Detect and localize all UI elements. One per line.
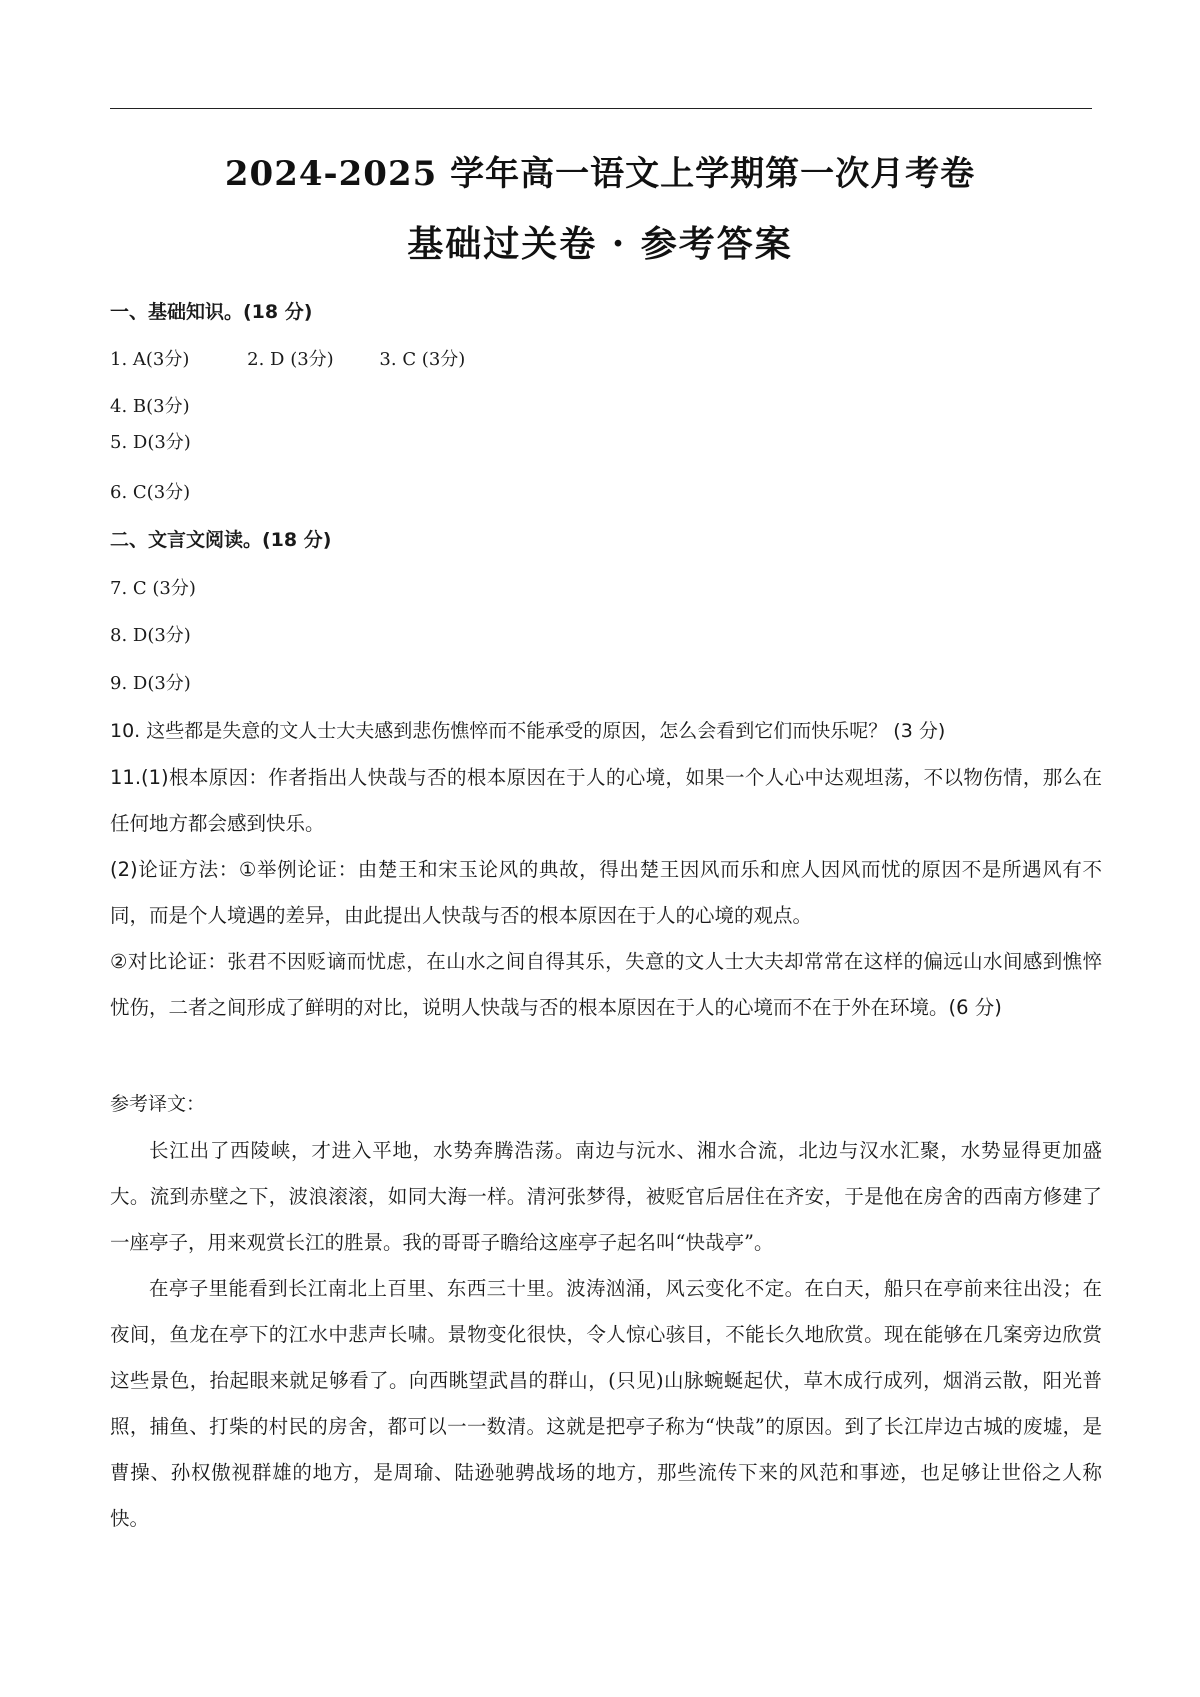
translation-label: 参考译文：	[110, 1093, 206, 1115]
answers-row-1-3	[110, 345, 465, 371]
answer-3: 3. C (3分)	[379, 349, 466, 370]
exam-title: 2024-2025 学年高一语文上学期第一次月考卷	[224, 154, 976, 194]
answer-5: 5. D(3分)	[110, 432, 191, 453]
answer-11-part-2: (2)论证方法：①举例论证：由楚王和宋玉论风的典故，得出楚王因风而乐和庶人因风而忧的原因不是所遇风有不同，而是个人境遇的差异，由此提出人快哉与否的根本原因在于人的心境的观点。	[110, 858, 1102, 927]
answer-4: 4. B(3分)	[110, 396, 190, 417]
section-heading-basics: 一、基础知识。(18 分)	[110, 301, 313, 323]
answer-2: 2. D (3分)	[247, 349, 334, 370]
answer-11-part-1: 11.(1)根本原因：作者指出人快哉与否的根本原因在于人的心境，如果一个人心中达观坦荡，不以物伤情，那么在任何地方都会感到快乐。	[110, 766, 1102, 835]
translation-paragraph-1: 长江出了西陵峡，才进入平地，水势奔腾浩荡。南边与沅水、湘水合流，北边与汉水汇聚，水势显得更加盛大。流到赤壁之下，波浪滚滚，如同大海一样。清河张梦得，被贬官后居住在齐安，于是他在房舍的西南方修建了一座亭子，用来观赏长江的胜景。我的哥哥子瞻给这座亭子起名叫“快哉亭”。	[110, 1139, 1102, 1254]
answer-10: 10. 这些都是失意的文人士大夫感到悲伤憔悴而不能承受的原因，怎么会看到它们而快乐呢？ (3 分)	[110, 720, 946, 742]
translation-paragraph-2: 在亭子里能看到长江南北上百里、东西三十里。波涛汹涌，风云变化不定。在白天，船只在亭前来往出没；在夜间，鱼龙在亭下的江水中悲声长啸。景物变化很快，令人惊心骇目，不能长久地欣赏。现在能够在几案旁边欣赏这些景色，抬起眼来就足够看了。向西眺望武昌的群山，(只见)山脉蜿蜒起伏，草木成行成列，烟消云散，阳光普照，捕鱼、打柴的村民的房舍，都可以一一数清。这就是把亭子称为“快哉”的原因。到了长江岸边古城的废墟，是曹操、孙权傲视群雄的地方，是周瑜、陆逊驰骋战场的地方，那些流传下来的风范和事迹，也足够让世俗之人称快。	[110, 1277, 1102, 1530]
answer-6: 6. C(3分)	[110, 482, 191, 503]
header-rule	[110, 108, 1092, 109]
answer-11-part-3: ②对比论证：张君不因贬谪而忧虑，在山水之间自得其乐，失意的文人士大夫却常常在这样的偏远山水间感到憔悴忧伤，二者之间形成了鲜明的对比，说明人快哉与否的根本原因在于人的心境而不在于外在环境。(6 分)	[110, 950, 1102, 1019]
answer-7: 7. C (3分)	[110, 578, 196, 599]
section-heading-classical: 二、文言文阅读。(18 分)	[110, 529, 332, 551]
exam-subtitle: 基础过关卷 · 参考答案	[407, 223, 793, 265]
answer-9: 9. D(3分)	[110, 673, 191, 694]
answer-1: 1. A(3分)	[110, 349, 190, 370]
answer-8: 8. D(3分)	[110, 625, 191, 646]
